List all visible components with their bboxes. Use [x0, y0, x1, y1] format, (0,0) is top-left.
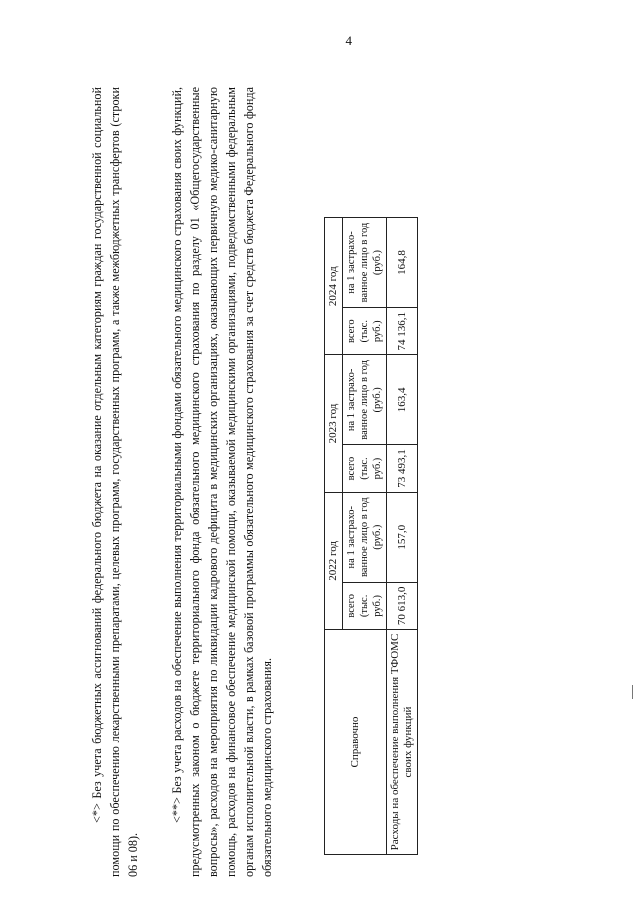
cell-per-person-2024: 164,8	[387, 218, 418, 308]
cell-total-2023: 73 493,1	[387, 445, 418, 492]
cell-per-person-2023: 163,4	[387, 355, 418, 445]
cell-total-2022: 70 613,0	[387, 582, 418, 629]
header-year-2024: 2024 год	[325, 218, 343, 355]
subheader-per-person-2022: на 1 застрахо-ванное лицо в год (руб.)	[343, 492, 387, 582]
page-number: 4	[345, 33, 352, 48]
footnote-1	[88, 87, 164, 877]
footnote-2	[168, 87, 316, 877]
footnote-2-text: Без учета расходов на обеспечение выполнения территориальными фондами обязательного медицинского страхования своих функций, предусмотренных законом о бюджете территориального фонда обязательного медицинского страхования по разделу 01 «Общегосударственные вопросы», расходов на мероприятия по ликвидации кадрового дефицита в медицинских организациях, оказывающих первичную медико-санитарную помощь, расходов на финансовое обеспечение медицинской помощи, оказываемой медицинскими организациями, подведомственными федеральным органам исполнительной власти, в рамках базовой программы обязательного медицинского страхования за счет средств бюджета Федерального фонда обязательного медицинского страхования.	[170, 86, 275, 877]
subheader-total-2024: всего (тыс. руб.)	[343, 308, 387, 355]
subheader-total-2022: всего (тыс. руб.)	[343, 582, 387, 629]
footnote-2-marker: <**>	[170, 797, 184, 823]
scan-mark	[632, 685, 633, 699]
subheader-per-person-2023: на 1 застрахо-ванное лицо в год (руб.)	[343, 355, 387, 445]
reference-table	[324, 217, 418, 855]
header-year-2023: 2023 год	[325, 355, 343, 492]
table-row	[387, 218, 418, 855]
footnote-1-marker: <*>	[90, 803, 104, 823]
row-label: Расходы на обеспечение выполнения ТФОМС своих функций	[387, 630, 418, 855]
table-header-row-years	[325, 218, 343, 855]
subheader-per-person-2024: на 1 застрахо-ванное лицо в год (руб.)	[343, 218, 387, 308]
rotated-content	[88, 87, 588, 877]
header-reference: Справочно	[325, 630, 387, 855]
footnote-1-text: Без учета бюджетных ассигнований федерального бюджета на оказание отдельным категориям граждан государственной социальной помощи по обеспечению лекарственными препаратами, целевых программ, государственных программ, а также межбюджетных трансфертов (строки 06 и 08).	[90, 86, 141, 877]
cell-total-2024: 74 136,1	[387, 308, 418, 355]
cell-per-person-2022: 157,0	[387, 492, 418, 582]
subheader-total-2023: всего (тыс. руб.)	[343, 445, 387, 492]
header-year-2022: 2022 год	[325, 492, 343, 629]
